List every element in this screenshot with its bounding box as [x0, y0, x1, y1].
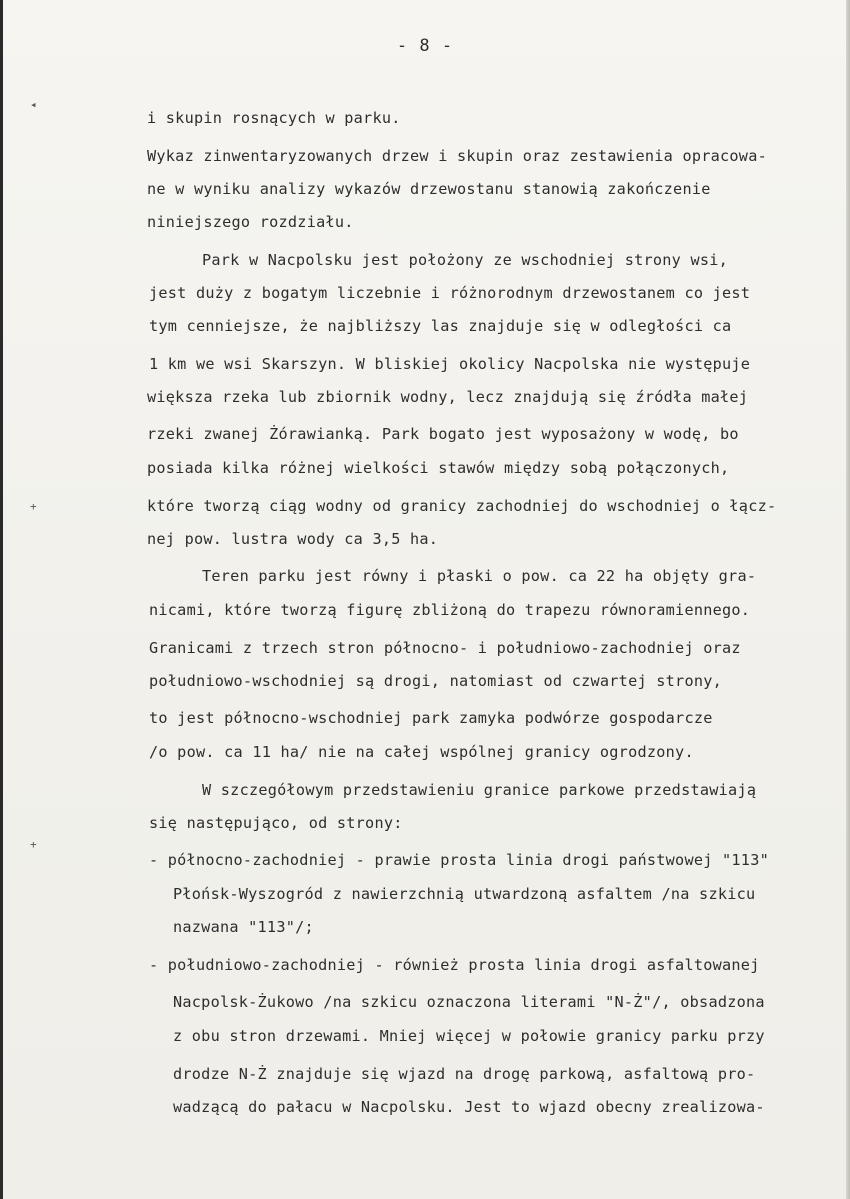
punch-mark: ◂ [30, 98, 37, 111]
text-line: nazwana "113"/; [173, 918, 314, 936]
text-line: i skupin rosnących w parku. [147, 109, 401, 127]
text-line: z obu stron drzewami. Mniej więcej w połowie granicy parku przy [173, 1027, 765, 1045]
text-line: wadzącą do pałacu w Nacpolsku. Jest to wjazd obecny zrealizowa- [173, 1098, 765, 1116]
text-line: Teren parku jest równy i płaski o pow. ca 22 ha objęty gra- [202, 567, 757, 585]
punch-mark: + [30, 500, 37, 513]
text-line: Granicami z trzech stron północno- i południowo-zachodniej oraz [149, 639, 741, 657]
text-line: Wykaz zinwentaryzowanych drzew i skupin oraz zestawienia opracowa- [147, 147, 767, 165]
text-line: drodze N-Ż znajduje się wjazd na drogę parkową, asfaltową pro- [173, 1065, 756, 1083]
text-line: nicami, które tworzą figurę zbliżoną do trapezu równoramiennego. [149, 601, 751, 619]
text-line: W szczegółowym przedstawieniu granice parkowe przedstawiają [202, 781, 757, 799]
text-line: 1 km we wsi Skarszyn. W bliskiej okolicy Nacpolska nie występuje [149, 355, 751, 373]
list-item: - północno-zachodniej - prawie prosta linia drogi państwowej "113" [149, 851, 769, 869]
text-line: tym cenniejsze, że najbliższy las znajduje się w odległości ca [149, 317, 732, 335]
text-line: ne w wyniku analizy wykazów drzewostanu stanowią zakończenie [147, 180, 711, 198]
text-line: większa rzeka lub zbiornik wodny, lecz znajdują się źródła małej [147, 388, 749, 406]
page-number: - 8 - [396, 36, 454, 56]
text-line: południowo-wschodniej są drogi, natomiast od czwartej strony, [149, 672, 723, 690]
scan-right-edge [846, 0, 850, 1199]
text-line: Park w Nacpolsku jest położony ze wschodniej strony wsi, [202, 251, 729, 269]
text-line: które tworzą ciąg wodny od granicy zachodniej do wschodniej o łącz- [147, 497, 777, 515]
text-line: nej pow. lustra wody ca 3,5 ha. [147, 530, 439, 548]
punch-mark: + [30, 838, 37, 851]
text-line: się następująco, od strony: [149, 814, 403, 832]
text-line: jest duży z bogatym liczebnie i różnorodnym drzewostanem co jest [149, 284, 751, 302]
scan-left-edge [0, 0, 3, 1199]
text-line: Płońsk-Wyszogród z nawierzchnią utwardzoną asfaltem /na szkicu [173, 885, 756, 903]
list-item: - południowo-zachodniej - również prosta linia drogi asfaltowanej [149, 956, 760, 974]
text-line: /o pow. ca 11 ha/ nie na całej wspólnej granicy ogrodzony. [149, 743, 694, 761]
text-line: posiada kilka różnej wielkości stawów między sobą połączonych, [147, 459, 730, 477]
text-line: to jest północno-wschodniej park zamyka podwórze gospodarcze [149, 709, 713, 727]
text-line: rzeki zwanej Żórawianką. Park bogato jest wyposażony w wodę, bo [147, 425, 739, 443]
text-line: Nacpolsk-Żukowo /na szkicu oznaczona literami "N-Ż"/, obsadzona [173, 993, 765, 1011]
text-line: niniejszego rozdziału. [147, 213, 354, 231]
